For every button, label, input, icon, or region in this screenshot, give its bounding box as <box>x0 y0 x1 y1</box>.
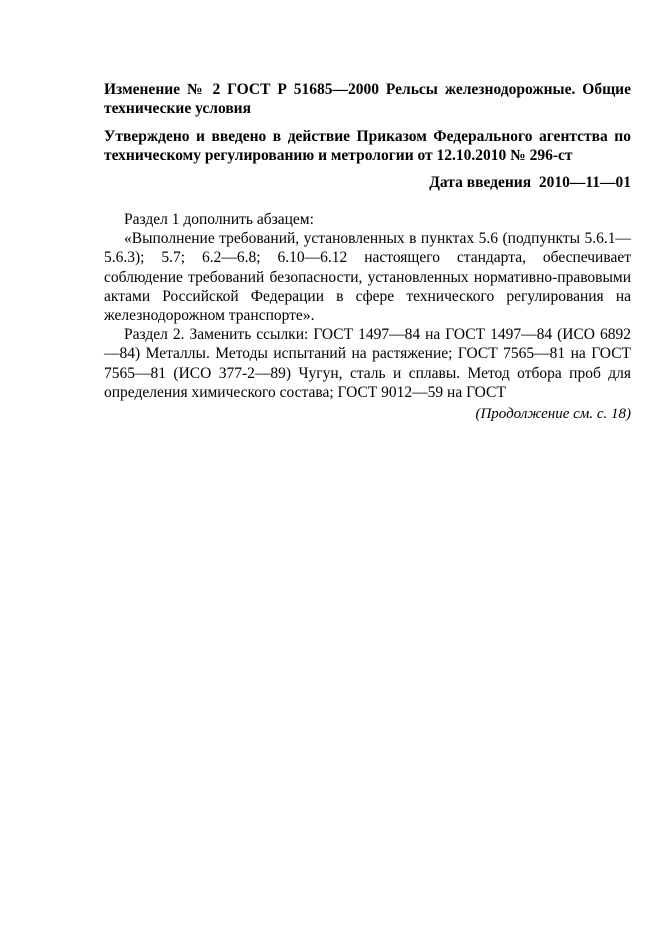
continuation-note: (Продолжение см. с. 18) <box>475 406 631 423</box>
date-value: 2010—11—01 <box>538 174 631 191</box>
effective-date <box>104 173 631 192</box>
document-body <box>104 210 631 402</box>
date-label: Дата введения <box>429 174 532 191</box>
document-page <box>104 80 631 423</box>
amendment-title: Изменение № 2 ГОСТ Р 51685—2000 Рельсы железнодорожные. Общие технические условия <box>104 81 631 117</box>
paragraph-section-2: Раздел 2. Заменить ссылки: ГОСТ 1497—84 на ГОСТ 1497—84 (ИСО 6892—84) Металлы. Методы испытаний на растяжение; ГОСТ 7565—81 на ГОСТ 7565—81 (ИСО 377-2—89) Чугун, сталь и сплавы. Метод отбора проб для определения химического состава; ГОСТ 9012—59 на ГОСТ <box>104 326 631 401</box>
paragraph-section-1-quote: «Выполнение требований, установленных в пунктах 5.6 (подпункты 5.6.1—5.6.3); 5.7; 6.2—6.8; 6.10—6.12 настоящего стандарта, обеспечивает соблюдение требований безопасности, установленных нормативно-правовыми актами Российской Федерации в сфере технического регулирования на железнодорожном транспорте». <box>104 230 631 325</box>
approval-statement: Утверждено и введено в действие Приказом Федерального агентства по техническому регулированию и метрологии от 12.10.2010 № 296-ст <box>104 128 631 164</box>
paragraph-section-1-intro: Раздел 1 дополнить абзацем: <box>124 211 314 228</box>
